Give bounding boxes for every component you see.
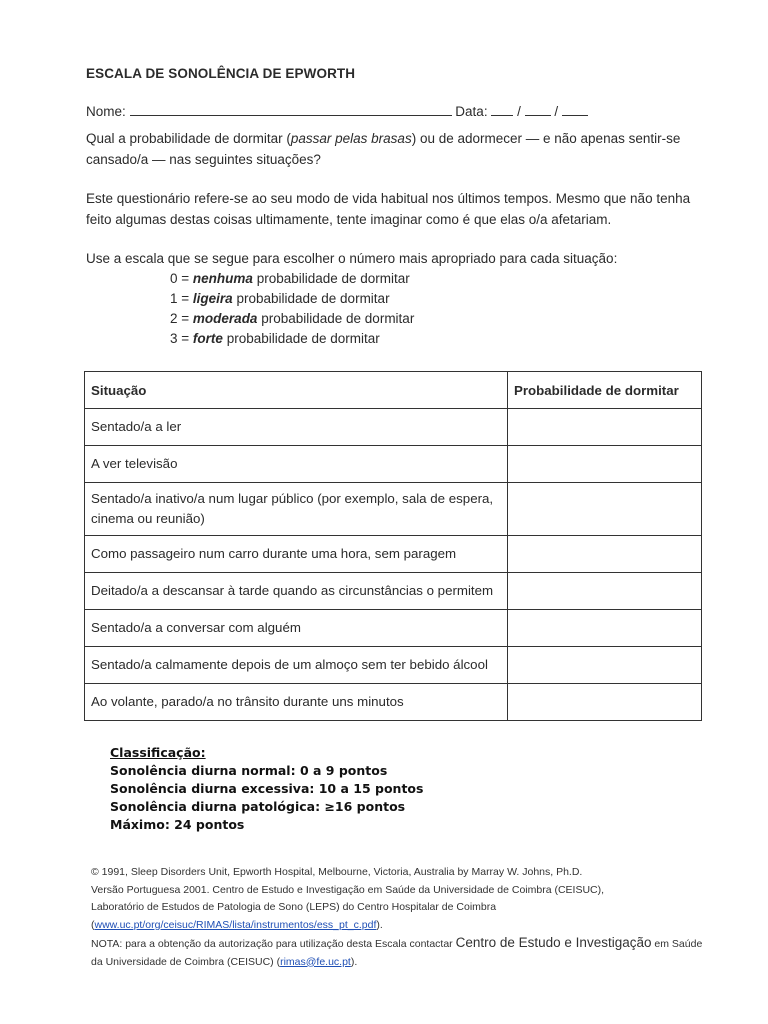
scale-num: 0 = [170,271,190,286]
scale-word: moderada [192,311,258,326]
scale-item [170,311,414,326]
probability-cell[interactable] [508,647,702,684]
classification-block [110,744,423,834]
scale-word: forte [192,331,223,346]
situation-cell: Ao volante, parado/a no trânsito durante uns minutos [85,684,508,721]
table-row [85,684,702,721]
question-text: Qual a probabilidade de dormitar ( [86,131,291,146]
copyright-line: © 1991, Sleep Disorders Unit, Epworth Hospital, Melbourne, Victoria, Australia by Marray W. Johns, Ph.D. [91,866,583,878]
probability-cell[interactable] [508,610,702,647]
instructions-text: feito algumas destas coisas ultimamente, tente imaginar como é que elas o/a afetariam. [86,212,612,227]
nota-text: em Saúde [654,938,703,950]
situation-cell: Deitado/a a descansar à tarde quando as circunstâncias o permitem [85,573,508,610]
date-day-line [491,104,513,116]
table-row [85,573,702,610]
classification-line: Sonolência diurna patológica: ≥16 pontos [110,799,406,814]
table-row [85,536,702,573]
situation-cell: Sentado/a a conversar com alguém [85,610,508,647]
classification-line: Sonolência diurna excessiva: 10 a 15 pontos [110,781,424,796]
probability-cell[interactable] [508,536,702,573]
scale-rest: probabilidade de dormitar [261,311,415,326]
scale-rest: probabilidade de dormitar [226,331,380,346]
classification-line: Sonolência diurna normal: 0 a 9 pontos [110,763,388,778]
scale-num: 2 = [170,311,190,326]
scale-item [170,291,390,306]
probability-cell[interactable] [508,573,702,610]
nota-line [91,934,702,954]
instructions-text: Este questionário refere-se ao seu modo de vida habitual nos últimos tempos. Mesmo que não tenha [86,191,691,206]
scale-num: 1 = [170,291,190,306]
date-separator: / [517,104,521,119]
situations-table [84,371,702,721]
situation-cell: Sentado/a calmamente depois de um almoço sem ter bebido álcool [85,647,508,684]
footer-line: (www.uc.pt/org/ceisuc/RIMAS/lista/instrumentos/ess_pt_c.pdf). [91,918,383,931]
footer-line: Laboratório de Estudos de Patologia de Sono (LEPS) do Centro Hospitalar de Coimbra [91,901,497,913]
probability-cell[interactable] [508,684,702,721]
situation-cell: Como passageiro num carro durante uma hora, sem paragem [85,536,508,573]
footer-line: Versão Portuguesa 2001. Centro de Estudo e Investigação em Saúde da Universidade de Coimbra (CEISUC), [91,883,605,896]
scale-rest: probabilidade de dormitar [256,271,410,286]
date-month-line [525,104,551,116]
situation-cell: Sentado/a a ler [85,409,508,446]
email-link[interactable]: rimas@fe.uc.pt [280,955,351,968]
probability-cell[interactable] [508,446,702,483]
date-label: Data: [455,104,488,119]
table-row [85,446,702,483]
situation-cell: A ver televisão [85,446,508,483]
scale-item [170,331,380,346]
table-header-row [85,372,702,409]
question-text: ) ou de adormecer — e não apenas sentir-se [411,131,681,146]
footer-line [91,954,702,972]
probability-cell[interactable] [508,409,702,446]
instructions-paragraph [86,188,690,230]
date-separator: / [554,104,559,119]
scale-word: ligeira [192,291,233,306]
classification-line: Máximo: 24 pontos [110,817,245,832]
footer-text: da Universidade de Coimbra (CEISUC) ( [91,955,281,968]
question-paragraph [86,128,680,170]
scale-intro: Use a escala que se segue para escolher o número mais apropriado para cada situação: [86,251,618,266]
scale-rest: probabilidade de dormitar [236,291,390,306]
name-date-line [86,104,588,119]
footer-text: ). [350,955,358,968]
table-row [85,409,702,446]
classification-title: Classificação: [110,745,206,760]
question-text: cansado/a — nas seguintes situações? [86,152,321,167]
scale-num: 3 = [170,331,190,346]
nota-text: NOTA: para a obtenção da autorização para utilização desta Escala contactar [91,938,453,950]
table-row [85,610,702,647]
question-italic: passar pelas brasas [290,131,412,146]
col-header-situation: Situação [85,372,508,409]
table-row [85,483,702,536]
table-row [85,647,702,684]
nota-center-name: Centro de Estudo e Investigação [455,935,652,950]
scale-word: nenhuma [192,271,253,286]
pdf-link[interactable]: www.uc.pt/org/ceisuc/RIMAS/lista/instrumentos/ess_pt_c.pdf [94,918,377,931]
date-year-line [562,104,588,116]
name-label: Nome: [86,104,126,119]
name-field-line [130,104,452,116]
probability-cell[interactable] [508,483,702,536]
situation-cell: Sentado/a inativo/a num lugar público (por exemplo, sala de espera, cinema ou reunião) [85,483,508,536]
footer-notes [91,864,702,971]
page-title: ESCALA DE SONOLÊNCIA DE EPWORTH [86,66,356,81]
scale-item [170,271,410,286]
col-header-probability: Probabilidade de dormitar [508,372,702,409]
